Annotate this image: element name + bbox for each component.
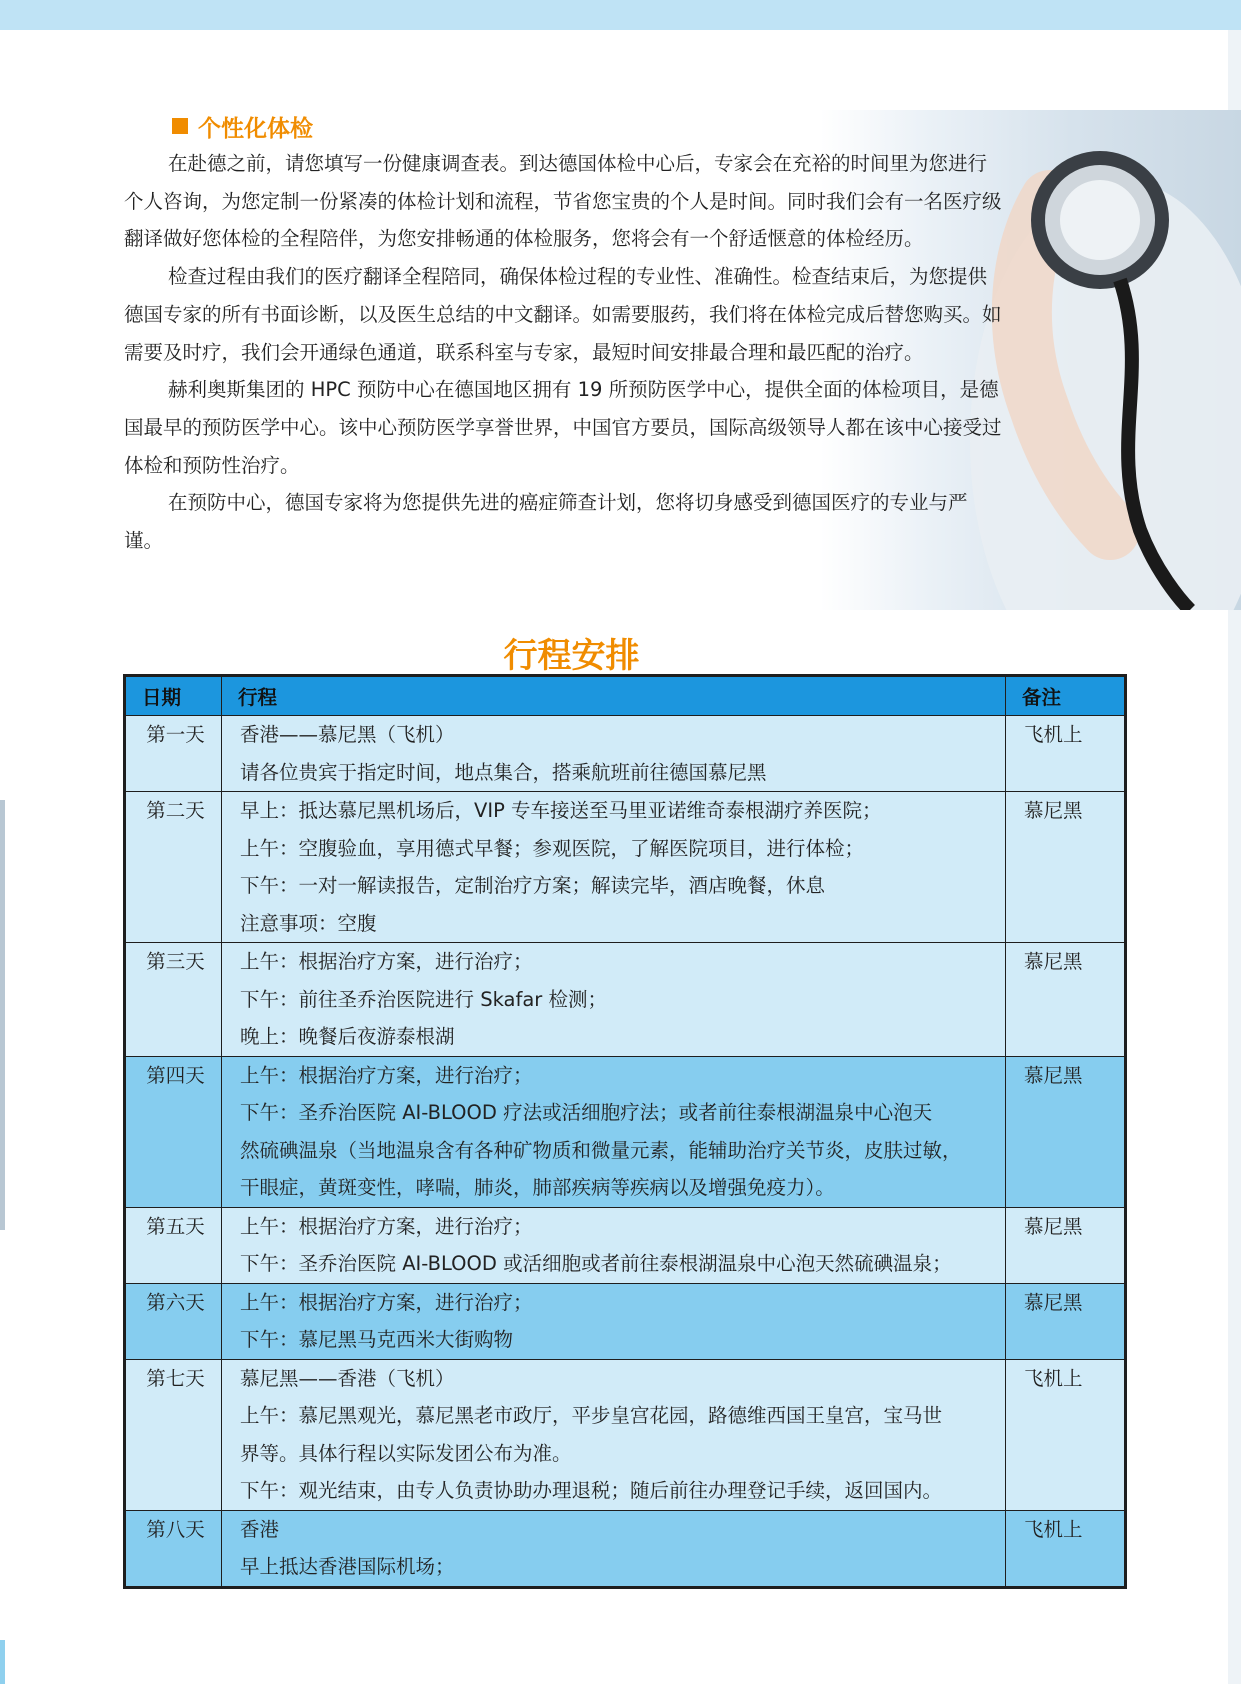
note-cell: 飞机上 bbox=[1006, 1510, 1126, 1587]
note-cell: 慕尼黑 bbox=[1006, 1207, 1126, 1283]
plan-line: 香港 bbox=[240, 1517, 280, 1541]
note-cell: 慕尼黑 bbox=[1006, 792, 1126, 943]
table-header-row bbox=[125, 676, 1126, 716]
plan-line: 下午：圣乔治医院 AI-BLOOD 或活细胞或者前往泰根湖温泉中心泡天然硫碘温泉； bbox=[240, 1252, 952, 1275]
schedule-title: 行程安排 bbox=[503, 636, 640, 676]
plan-line: 慕尼黑——香港（飞机） bbox=[240, 1366, 455, 1390]
left-edge-strip bbox=[0, 800, 5, 1230]
table-row bbox=[125, 943, 1126, 1057]
plan-line: 请各位贵宾于指定时间，地点集合，搭乘航班前往德国慕尼黑 bbox=[240, 760, 767, 784]
day-cell: 第三天 bbox=[125, 943, 222, 1057]
table-row bbox=[125, 1056, 1126, 1207]
plan-line: 上午：空腹验血，享用德式早餐；参观医院，了解医院项目，进行体检； bbox=[240, 836, 865, 860]
intro-paragraph: 检查过程由我们的医疗翻译全程陪同，确保体检过程的专业性、准确性。检查结束后，为您提供德国专家的所有书面诊断，以及医生总结的中文翻译。如需要服药，我们将在体检完成后替您购买。如需要及时疗，我们会开通绿色通道，联系科室与专家，最短时间安排最合理和最匹配的治疗。 bbox=[124, 265, 1002, 364]
header-note: 备注 bbox=[1006, 676, 1126, 716]
plan-line: 上午：根据治疗方案，进行治疗； bbox=[240, 1063, 533, 1087]
day-cell: 第四天 bbox=[125, 1056, 222, 1207]
plan-cell bbox=[222, 1510, 1006, 1587]
plan-line: 注意事项：空腹 bbox=[240, 911, 377, 935]
intro-paragraph: 在预防中心，德国专家将为您提供先进的癌症筛查计划，您将切身感受到德国医疗的专业与严谨。 bbox=[124, 491, 968, 553]
day-cell: 第六天 bbox=[125, 1283, 222, 1359]
plan-line: 下午：观光结束，由专人负责协助办理退税；随后前往办理登记手续，返回国内。 bbox=[240, 1479, 943, 1502]
table-row bbox=[125, 1359, 1126, 1510]
plan-line: 下午：前往圣乔治医院进行 Skafar 检测； bbox=[240, 987, 608, 1011]
day-cell: 第五天 bbox=[125, 1207, 222, 1283]
plan-line: 晚上：晚餐后夜游泰根湖 bbox=[240, 1025, 455, 1048]
plan-line: 上午：根据治疗方案，进行治疗； bbox=[240, 1290, 533, 1314]
plan-line: 上午：根据治疗方案，进行治疗； bbox=[240, 1214, 533, 1238]
table-row bbox=[125, 1207, 1126, 1283]
plan-line: 界等。具体行程以实际发团公布为准。 bbox=[240, 1441, 572, 1465]
day-cell: 第二天 bbox=[125, 792, 222, 943]
plan-cell bbox=[222, 1056, 1006, 1207]
intro-text bbox=[124, 145, 1004, 560]
plan-line: 上午：根据治疗方案，进行治疗； bbox=[240, 950, 533, 973]
intro-paragraph: 在赴德之前，请您填写一份健康调查表。到达德国体检中心后，专家会在充裕的时间里为您进行个人咨询，为您定制一份紧凑的体检计划和流程，节省您宝贵的个人是时间。同时我们会有一名医疗级翻译做好您体检的全程陪伴，为您安排畅通的体检服务，您将会有一个舒适惬意的体检经历。 bbox=[124, 152, 1002, 251]
plan-cell bbox=[222, 1207, 1006, 1283]
plan-line: 早上：抵达慕尼黑机场后，VIP 专车接送至马里亚诺维奇泰根湖疗养医院； bbox=[240, 799, 882, 822]
plan-cell bbox=[222, 1283, 1006, 1359]
note-cell: 飞机上 bbox=[1006, 1359, 1126, 1510]
day-cell: 第七天 bbox=[125, 1359, 222, 1510]
plan-line: 下午：慕尼黑马克西米大街购物 bbox=[240, 1328, 514, 1351]
header-plan: 行程 bbox=[222, 676, 1006, 716]
top-color-band bbox=[0, 0, 1241, 30]
plan-cell bbox=[222, 943, 1006, 1057]
note-cell: 飞机上 bbox=[1006, 716, 1126, 792]
plan-cell bbox=[222, 1359, 1006, 1510]
header-day: 日期 bbox=[125, 676, 222, 716]
day-cell: 第八天 bbox=[125, 1510, 222, 1587]
table-row bbox=[125, 716, 1126, 792]
plan-line: 香港——慕尼黑（飞机） bbox=[240, 723, 455, 746]
plan-cell bbox=[222, 716, 1006, 792]
table-row bbox=[125, 792, 1126, 943]
section-title: 个性化体检 bbox=[198, 115, 313, 142]
note-cell: 慕尼黑 bbox=[1006, 943, 1126, 1057]
plan-line: 下午：圣乔治医院 AI-BLOOD 疗法或活细胞疗法；或者前往泰根湖温泉中心泡天 bbox=[240, 1101, 933, 1124]
plan-line: 下午：一对一解读报告，定制治疗方案；解读完毕，酒店晚餐，休息 bbox=[240, 874, 826, 897]
square-bullet-icon bbox=[172, 118, 188, 134]
schedule-table bbox=[123, 674, 1127, 1589]
table-row bbox=[125, 1510, 1126, 1587]
plan-line: 然硫碘温泉（当地温泉含有各种矿物质和微量元素，能辅助治疗关节炎，皮肤过敏， bbox=[240, 1138, 962, 1162]
intro-paragraph: 赫利奥斯集团的 HPC 预防中心在德国地区拥有 19 所预防医学中心，提供全面的体检项目，是德国最早的预防医学中心。该中心预防医学享誉世界，中国官方要员，国际高级领导人都在该中心接受过体检和预防性治疗。 bbox=[124, 378, 1002, 477]
table-row bbox=[125, 1283, 1126, 1359]
day-cell: 第一天 bbox=[125, 716, 222, 792]
note-cell: 慕尼黑 bbox=[1006, 1283, 1126, 1359]
note-cell: 慕尼黑 bbox=[1006, 1056, 1126, 1207]
plan-cell bbox=[222, 792, 1006, 943]
plan-line: 上午：慕尼黑观光，慕尼黑老市政厅，平步皇宫花园，路德维西国王皇宫，宝马世 bbox=[240, 1404, 943, 1427]
section-heading bbox=[172, 112, 313, 140]
plan-line: 干眼症，黄斑变性，哮喘，肺炎，肺部疾病等疾病以及增强免疫力）。 bbox=[240, 1176, 835, 1199]
plan-line: 早上抵达香港国际机场； bbox=[240, 1555, 455, 1578]
left-edge-strip-bottom bbox=[0, 1640, 5, 1684]
